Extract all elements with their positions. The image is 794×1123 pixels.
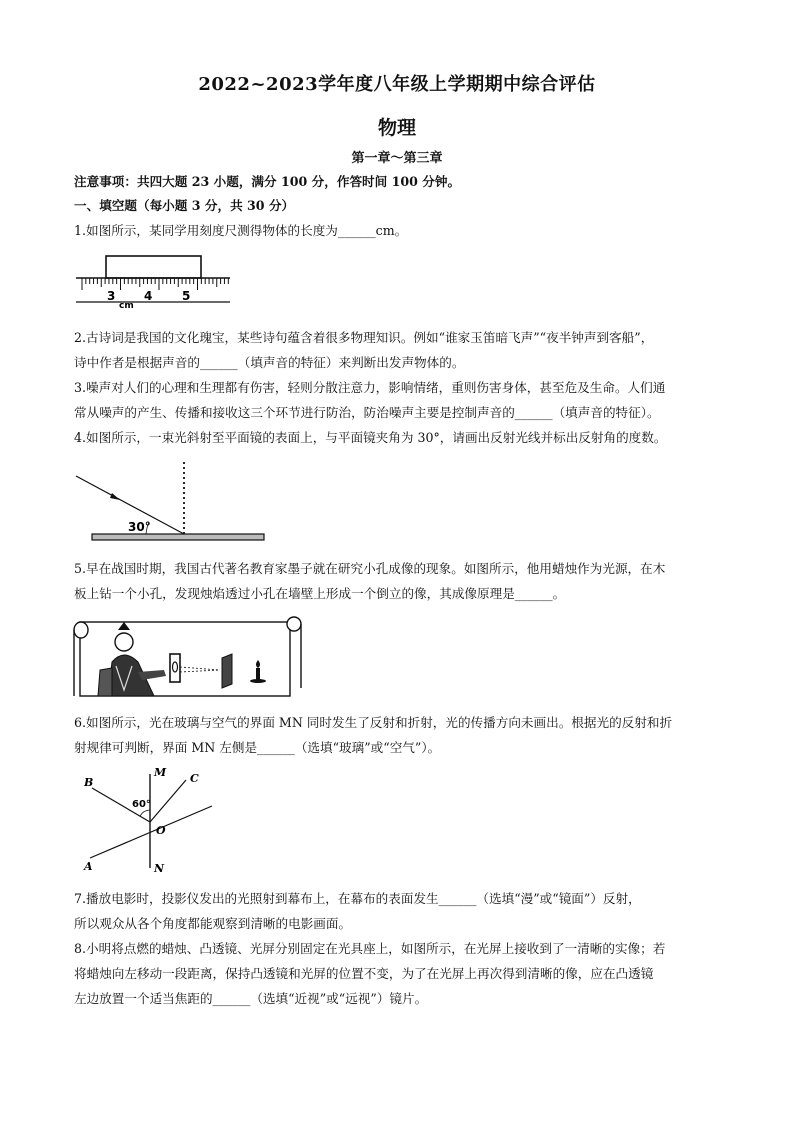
label-A: A (84, 860, 93, 873)
mozi-pinhole-figure (72, 610, 304, 702)
label-N: N (154, 862, 165, 875)
notice: 注意事项：共四大题 23 小题，满分 100 分，作答时间 100 分钟。 (74, 174, 461, 189)
question-2-line-1: 2.古诗词是我国的文化瑰宝，某些诗句蕴含着很多物理知识。例如“谁家玉笛暗飞声”“夜半钟声到客船”， (74, 330, 654, 345)
incident-angle-label: 30° (128, 520, 151, 534)
candle-holder (250, 679, 266, 683)
section-heading: 一、填空题（每小题 3 分，共 30 分） (74, 198, 295, 213)
plane-mirror (92, 534, 264, 540)
question-2-line-2: 诗中作者是根据声音的______（填声音的特征）来判断出发声物体的。 (74, 355, 465, 370)
question-4: 4.如图所示，一束光斜射至平面镜的表面上，与平面镜夹角为 30°，请画出反射光线并标出反射角的度数。 (74, 430, 667, 445)
angle-arc-60 (140, 810, 150, 816)
ruler-label-4: 4 (144, 289, 153, 303)
ray-arrow-icon (110, 493, 120, 500)
question-8-line-2: 将蜡烛向左移动一段距离，保持凸透镜和光屏的位置不变，为了在光屏上再次得到清晰的像，应在凸透镜 (74, 966, 654, 981)
ruler-label-5: 5 (182, 289, 191, 303)
question-8-line-3: 左边放置一个适当焦距的______（选填“近视”或“远视”）镜片。 (74, 991, 428, 1006)
label-O: O (156, 824, 166, 837)
question-6-line-2: 射规律可判断，界面 MN 左侧是______（选填“玻璃”或“空气”）。 (74, 740, 441, 755)
question-1: 1.如图所示，某同学用刻度尺测得物体的长度为______cm。 (74, 223, 408, 238)
question-3-line-1: 3.噪声对人们的心理和生理都有伤害，轻则分散注意力，影响情绪，重则伤害身体，甚至危及生命。人们通 (74, 380, 666, 395)
label-B: B (84, 776, 94, 789)
plane-mirror-figure (74, 460, 274, 544)
pinhole-board (222, 654, 232, 688)
question-8-line-1: 8.小明将点燃的蜡烛、凸透镜、光屏分别固定在光具座上，如图所示，在光屏上接收到了一清晰的实像；若 (74, 941, 666, 956)
question-7-line-1: 7.播放电影时，投影仪发出的光照射到幕布上，在幕布的表面发生______（选填“漫”或“镜面”）反射， (74, 891, 641, 906)
label-angle-60: 60° (132, 799, 151, 810)
ruler-ticks (82, 278, 228, 290)
question-5-line-2: 板上钻一个小孔，发现烛焰透过小孔在墙壁上形成一个倒立的像，其成像原理是______。 (74, 586, 566, 601)
candle (256, 668, 260, 680)
ray-AO-extended (90, 806, 212, 858)
scroll-roll-left (74, 622, 88, 638)
scroll-roll-right (287, 617, 301, 631)
question-5-line-1: 5.早在战国时期，我国古代著名教育家墨子就在研究小孔成像的现象。如图所示，他用蜡烛作为光源，在木 (74, 561, 666, 576)
label-M: M (154, 766, 167, 779)
exam-title: 2022~2023学年度八年级上学期期中综合评估 (198, 74, 596, 95)
measured-object (106, 256, 201, 278)
ray-OC (150, 780, 186, 822)
wall-screen (170, 654, 180, 682)
refraction-figure (80, 764, 220, 876)
question-6-line-1: 6.如图所示，光在玻璃与空气的界面 MN 同时发生了反射和折射，光的传播方向未画出。根据光的反射和折 (74, 715, 673, 730)
question-7-line-2: 所以观众从各个角度都能观察到清晰的电影画面。 (74, 916, 352, 931)
label-C: C (190, 772, 199, 785)
ruler-label-3: 3 (107, 289, 116, 303)
subject-title: 物理 (377, 117, 416, 139)
ruler-figure (74, 250, 234, 314)
ruler-unit-label: cm (119, 301, 134, 311)
chapter-range: 第一章～第三章 (351, 151, 443, 166)
question-3-line-2: 常从噪声的产生、传播和接收这三个环节进行防治，防治噪声主要是控制声音的______（填声音的特征）。 (74, 405, 660, 420)
